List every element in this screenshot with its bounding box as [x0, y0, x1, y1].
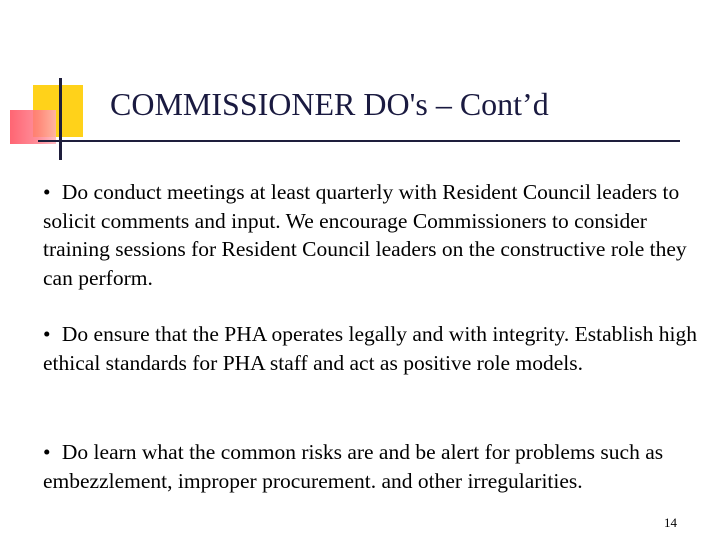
bullet-text: Do learn what the common risks are and be alert for problems such as embezzlement, improper procurement. and other irregularities.: [43, 440, 664, 493]
bullet-marker: •: [43, 440, 51, 464]
logo-pink-block: [10, 110, 56, 144]
bullet-item: [43, 178, 715, 292]
bullet-marker: •: [43, 180, 51, 204]
bullet-item: [43, 438, 715, 495]
bullet-item: [43, 320, 715, 377]
slide-title: COMMISSIONER DO's – Cont’d: [110, 86, 549, 122]
title-underline-rule: [38, 140, 680, 142]
bullet-text: Do conduct meetings at least quarterly with Resident Council leaders to solicit comments and input. We encourage Commissioners to consider training sessions for Resident Council leaders on the constructive role they can perform.: [43, 180, 687, 290]
page-number: 14: [664, 515, 677, 530]
bullet-marker: •: [43, 322, 51, 346]
bullet-text: Do ensure that the PHA operates legally and with integrity. Establish high ethical standards for PHA staff and act as positive role models.: [43, 322, 698, 375]
logo-vertical-rule: [59, 78, 62, 160]
